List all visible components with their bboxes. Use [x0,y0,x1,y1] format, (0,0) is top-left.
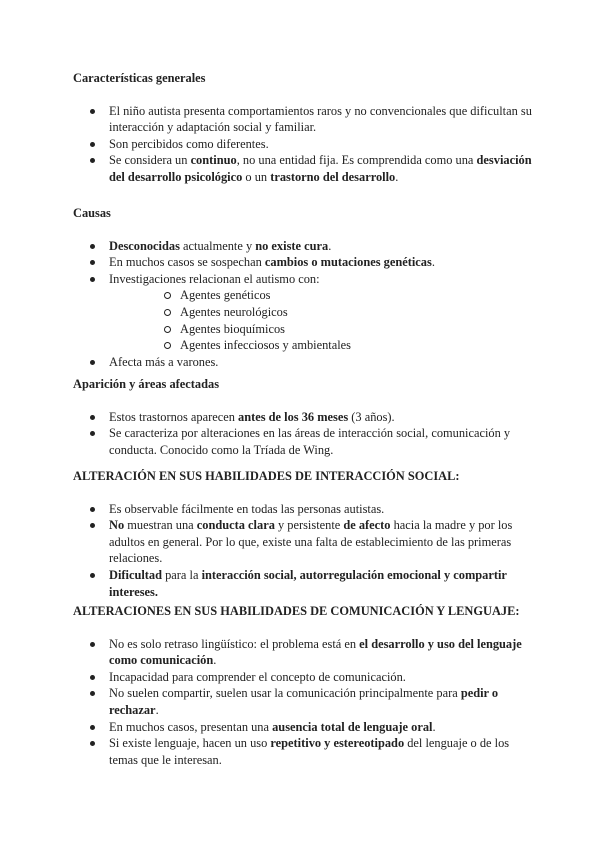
bold-text: cambios o mutaciones genéticas [264,255,432,270]
section-heading: ALTERACIÓN EN SUS HABILIDADES DE INTERACCIÓN SOCIAL: [73,469,460,483]
list-item: Dificultad para la interacción social, autorregulación emocional y compartir intereses. [73,567,533,600]
list-item: Afecta más a varones. [73,354,533,371]
sub-list-item: Agentes neurológicos [109,304,533,321]
sub-bullet-list [109,287,533,353]
list-item: Desconocidas actualmente y no existe cura. [73,238,533,255]
bold-text: ausencia total de lenguaje oral [272,719,433,734]
bullet-list [73,238,533,371]
list-item: Si existe lenguaje, hacen un uso repetitivo y estereotipado del lenguaje o de los temas que le interesan. [73,735,533,768]
list-item-text: Investigaciones relacionan el autismo con: [109,271,320,286]
sub-list-item: Agentes infecciosos y ambientales [109,337,533,354]
bold-text: conducta clara [196,518,275,533]
sub-list-item: Agentes bioquímicos [109,321,533,338]
sub-list-item: Agentes genéticos [109,287,533,304]
bold-text: trastorno del desarrollo [270,169,396,184]
section-causas [73,205,533,370]
bold-text: el desarrollo y uso del lenguaje como comunicación [109,636,522,668]
bold-text: Desconocidas [109,238,180,253]
bold-text: no existe cura [255,238,329,253]
bold-text: de afecto [343,518,391,533]
list-item: El niño autista presenta comportamientos raros y no convencionales que dificultan su interacción y adaptación social y familiar. [73,103,533,136]
list-item: Se caracteriza por alteraciones en las áreas de interacción social, comunicación y conducta. Conocido como la Tríada de Wing. [73,425,533,458]
bold-text: antes de los 36 meses [238,409,349,424]
bold-text: No [109,518,125,533]
list-item: Estos trastornos aparecen antes de los 36 meses (3 años). [73,409,533,426]
list-item: No muestran una conducta clara y persistente de afecto hacia la madre y por los adultos en general. Por lo que, existe una falta de establecimiento de las primeras relaciones. [73,517,533,567]
list-item: Son percibidos como diferentes. [73,136,533,153]
section-caracteristicas-generales [73,70,533,186]
bold-text: repetitivo y estereotipado [270,736,405,751]
section-heading: Aparición y áreas afectadas [73,377,220,391]
section-heading: ALTERACIONES EN SUS HABILIDADES DE COMUNICACIÓN Y LENGUAJE: [73,604,520,618]
section-heading: Causas [73,206,111,220]
bold-text: Dificultad [109,567,163,582]
bold-text: interacción social, autorregulación emocional y compartir intereses. [109,567,507,599]
list-item: Es observable fácilmente en todas las personas autistas. [73,501,533,518]
list-item [73,271,533,354]
list-item: Se considera un continuo, no una entidad fija. Es comprendida como una desviación del desarrollo psicológico o un trastorno del desarrollo. [73,152,533,185]
list-item: No suelen compartir, suelen usar la comunicación principalmente para pedir o rechazar. [73,685,533,718]
list-item: En muchos casos se sospechan cambios o mutaciones genéticas. [73,254,533,271]
bullet-list [73,636,533,769]
section-interaccion-social [73,468,533,600]
section-heading: Características generales [73,71,206,85]
bold-text: pedir o rechazar [109,686,499,717]
list-item: No es solo retraso lingüístico: el problema está en el desarrollo y uso del lenguaje como comunicación. [73,636,533,669]
bullet-list [73,409,533,459]
list-item: En muchos casos, presentan una ausencia total de lenguaje oral. [73,719,533,736]
section-comunicacion-lenguaje [73,603,533,768]
bold-text: desviación del desarrollo psicológico [109,153,532,184]
bold-text: continuo [190,153,237,168]
section-aparicion-areas [73,376,533,458]
bullet-list [73,501,533,601]
bullet-list [73,103,533,186]
list-item: Incapacidad para comprender el concepto de comunicación. [73,669,533,686]
